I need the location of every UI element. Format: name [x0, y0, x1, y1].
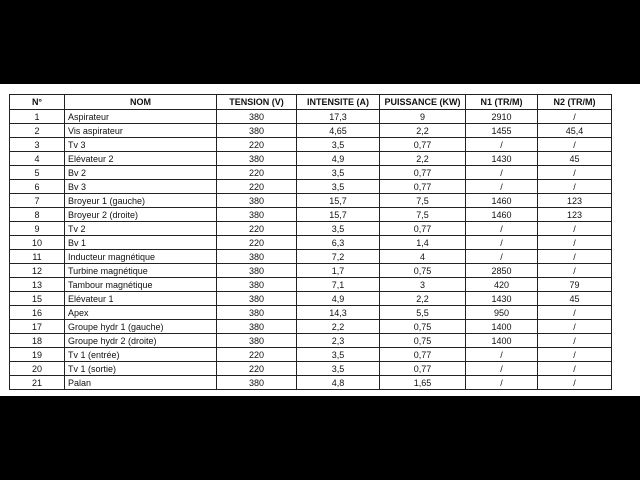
power-value: 2,2	[380, 292, 466, 306]
row-number: 4	[10, 152, 65, 166]
n2-speed-value: /	[538, 180, 612, 194]
equipment-name: Tv 1 (sortie)	[65, 362, 217, 376]
n2-speed-value: /	[538, 110, 612, 124]
power-value: 0,75	[380, 320, 466, 334]
equipment-name: Tv 2	[65, 222, 217, 236]
col-n2-header: N2 (TR/M)	[538, 95, 612, 110]
current-value: 2,3	[297, 334, 380, 348]
row-number: 9	[10, 222, 65, 236]
n1-speed-value: /	[466, 362, 538, 376]
n2-speed-value: /	[538, 348, 612, 362]
n1-speed-value: 1430	[466, 292, 538, 306]
table-row	[10, 278, 612, 292]
row-number: 15	[10, 292, 65, 306]
col-number-header: N°	[10, 95, 65, 110]
voltage-value: 380	[217, 334, 297, 348]
n2-speed-value: /	[538, 306, 612, 320]
n2-speed-value: /	[538, 264, 612, 278]
equipment-name: Inducteur magnétique	[65, 250, 217, 264]
n2-speed-value: /	[538, 376, 612, 390]
table-row	[10, 250, 612, 264]
n1-speed-value: 2850	[466, 264, 538, 278]
n2-speed-value: 123	[538, 194, 612, 208]
equipment-name: Tv 1 (entrée)	[65, 348, 217, 362]
power-value: 9	[380, 110, 466, 124]
current-value: 3,5	[297, 138, 380, 152]
current-value: 17,3	[297, 110, 380, 124]
table-row	[10, 152, 612, 166]
table-row	[10, 264, 612, 278]
voltage-value: 220	[217, 180, 297, 194]
equipment-name: Aspirateur	[65, 110, 217, 124]
current-value: 15,7	[297, 208, 380, 222]
table-row	[10, 222, 612, 236]
n1-speed-value: /	[466, 348, 538, 362]
row-number: 17	[10, 320, 65, 334]
n2-speed-value: /	[538, 250, 612, 264]
equipment-name: Tv 3	[65, 138, 217, 152]
voltage-value: 380	[217, 264, 297, 278]
n1-speed-value: /	[466, 138, 538, 152]
n1-speed-value: /	[466, 250, 538, 264]
n2-speed-value: /	[538, 334, 612, 348]
current-value: 4,65	[297, 124, 380, 138]
power-value: 0,75	[380, 334, 466, 348]
n1-speed-value: /	[466, 236, 538, 250]
n2-speed-value: /	[538, 236, 612, 250]
motor-specs-table	[9, 94, 612, 390]
voltage-value: 220	[217, 222, 297, 236]
equipment-name: Elévateur 2	[65, 152, 217, 166]
table-row	[10, 138, 612, 152]
row-number: 21	[10, 376, 65, 390]
power-value: 1,65	[380, 376, 466, 390]
voltage-value: 380	[217, 292, 297, 306]
n2-speed-value: /	[538, 320, 612, 334]
n2-speed-value: 79	[538, 278, 612, 292]
table-row	[10, 362, 612, 376]
n2-speed-value: /	[538, 166, 612, 180]
voltage-value: 220	[217, 362, 297, 376]
power-value: 3	[380, 278, 466, 292]
table-row	[10, 320, 612, 334]
current-value: 6,3	[297, 236, 380, 250]
current-value: 4,8	[297, 376, 380, 390]
equipment-name: Vis aspirateur	[65, 124, 217, 138]
n2-speed-value: /	[538, 362, 612, 376]
power-value: 0,77	[380, 138, 466, 152]
power-value: 0,77	[380, 348, 466, 362]
equipment-name: Groupe hydr 1 (gauche)	[65, 320, 217, 334]
power-value: 0,77	[380, 180, 466, 194]
power-value: 2,2	[380, 124, 466, 138]
voltage-value: 380	[217, 110, 297, 124]
table-row	[10, 376, 612, 390]
table-row	[10, 348, 612, 362]
table-header-row	[10, 95, 612, 110]
row-number: 5	[10, 166, 65, 180]
voltage-value: 220	[217, 236, 297, 250]
equipment-name: Bv 2	[65, 166, 217, 180]
voltage-value: 220	[217, 138, 297, 152]
table-row	[10, 236, 612, 250]
voltage-value: 380	[217, 320, 297, 334]
equipment-name: Groupe hydr 2 (droite)	[65, 334, 217, 348]
n1-speed-value: 420	[466, 278, 538, 292]
row-number: 3	[10, 138, 65, 152]
current-value: 3,5	[297, 180, 380, 194]
voltage-value: 380	[217, 194, 297, 208]
n2-speed-value: 45	[538, 152, 612, 166]
equipment-name: Turbine magnétique	[65, 264, 217, 278]
equipment-name: Apex	[65, 306, 217, 320]
table-row	[10, 306, 612, 320]
power-value: 5,5	[380, 306, 466, 320]
n1-speed-value: /	[466, 376, 538, 390]
table-row	[10, 180, 612, 194]
row-number: 6	[10, 180, 65, 194]
document-page	[0, 84, 640, 396]
row-number: 19	[10, 348, 65, 362]
row-number: 18	[10, 334, 65, 348]
n1-speed-value: 1455	[466, 124, 538, 138]
equipment-name: Palan	[65, 376, 217, 390]
n2-speed-value: 45,4	[538, 124, 612, 138]
voltage-value: 380	[217, 376, 297, 390]
table-row	[10, 208, 612, 222]
n2-speed-value: 45	[538, 292, 612, 306]
n1-speed-value: /	[466, 166, 538, 180]
current-value: 2,2	[297, 320, 380, 334]
current-value: 3,5	[297, 222, 380, 236]
col-name-header: NOM	[65, 95, 217, 110]
power-value: 7,5	[380, 194, 466, 208]
row-number: 12	[10, 264, 65, 278]
power-value: 4	[380, 250, 466, 264]
row-number: 8	[10, 208, 65, 222]
n1-speed-value: 1400	[466, 320, 538, 334]
power-value: 0,77	[380, 222, 466, 236]
equipment-name: Broyeur 1 (gauche)	[65, 194, 217, 208]
table-body	[10, 110, 612, 390]
col-power-header: PUISSANCE (KW)	[380, 95, 466, 110]
equipment-name: Elévateur 1	[65, 292, 217, 306]
n1-speed-value: /	[466, 180, 538, 194]
current-value: 1,7	[297, 264, 380, 278]
n1-speed-value: /	[466, 222, 538, 236]
current-value: 4,9	[297, 152, 380, 166]
power-value: 2,2	[380, 152, 466, 166]
row-number: 16	[10, 306, 65, 320]
voltage-value: 380	[217, 208, 297, 222]
row-number: 1	[10, 110, 65, 124]
row-number: 11	[10, 250, 65, 264]
row-number: 7	[10, 194, 65, 208]
voltage-value: 380	[217, 152, 297, 166]
voltage-value: 380	[217, 278, 297, 292]
col-n1-header: N1 (TR/M)	[466, 95, 538, 110]
current-value: 15,7	[297, 194, 380, 208]
current-value: 3,5	[297, 348, 380, 362]
voltage-value: 380	[217, 124, 297, 138]
power-value: 0,77	[380, 362, 466, 376]
row-number: 2	[10, 124, 65, 138]
current-value: 7,1	[297, 278, 380, 292]
table-row	[10, 110, 612, 124]
n1-speed-value: 1430	[466, 152, 538, 166]
table-row	[10, 334, 612, 348]
col-current-header: INTENSITE (A)	[297, 95, 380, 110]
equipment-name: Tambour magnétique	[65, 278, 217, 292]
col-voltage-header: TENSION (V)	[217, 95, 297, 110]
current-value: 4,9	[297, 292, 380, 306]
voltage-value: 220	[217, 348, 297, 362]
voltage-value: 380	[217, 306, 297, 320]
table-row	[10, 292, 612, 306]
power-value: 1,4	[380, 236, 466, 250]
row-number: 10	[10, 236, 65, 250]
table-row	[10, 166, 612, 180]
current-value: 3,5	[297, 166, 380, 180]
equipment-name: Bv 1	[65, 236, 217, 250]
table-row	[10, 194, 612, 208]
current-value: 3,5	[297, 362, 380, 376]
power-value: 0,75	[380, 264, 466, 278]
row-number: 20	[10, 362, 65, 376]
n1-speed-value: 2910	[466, 110, 538, 124]
equipment-name: Broyeur 2 (droite)	[65, 208, 217, 222]
n1-speed-value: 1400	[466, 334, 538, 348]
n1-speed-value: 1460	[466, 208, 538, 222]
n1-speed-value: 1460	[466, 194, 538, 208]
row-number: 13	[10, 278, 65, 292]
power-value: 0,77	[380, 166, 466, 180]
table-row	[10, 124, 612, 138]
n2-speed-value: /	[538, 138, 612, 152]
current-value: 7,2	[297, 250, 380, 264]
n2-speed-value: 123	[538, 208, 612, 222]
n1-speed-value: 950	[466, 306, 538, 320]
voltage-value: 380	[217, 250, 297, 264]
power-value: 7,5	[380, 208, 466, 222]
current-value: 14,3	[297, 306, 380, 320]
equipment-name: Bv 3	[65, 180, 217, 194]
n2-speed-value: /	[538, 222, 612, 236]
voltage-value: 220	[217, 166, 297, 180]
